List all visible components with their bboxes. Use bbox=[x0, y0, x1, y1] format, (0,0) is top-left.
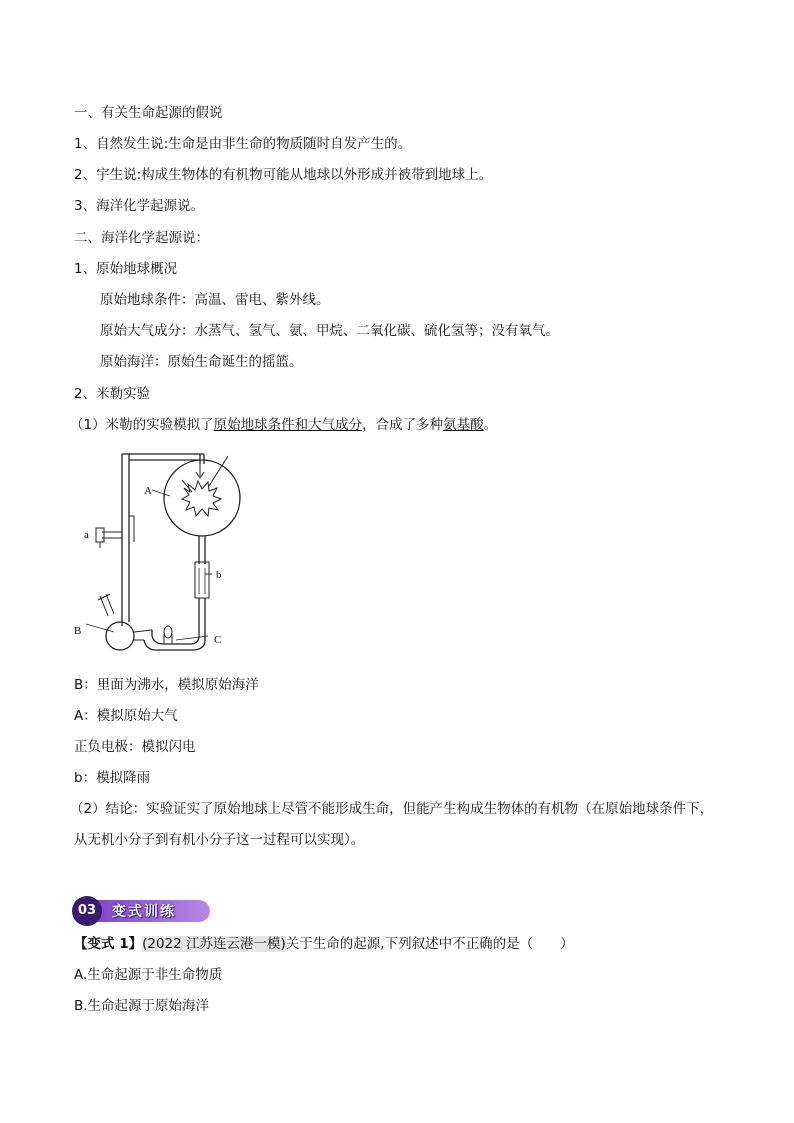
hypothesis-1: 1、自然发生说:生命是由非生命的物质随时自发产生的。 bbox=[74, 136, 412, 152]
flask-A bbox=[164, 460, 240, 536]
explain-electrodes: 正负电极：模拟闪电 bbox=[74, 739, 196, 755]
question-label: 【变式 1】 bbox=[74, 936, 143, 952]
p1-end: 。 bbox=[483, 417, 498, 433]
flask-B bbox=[106, 622, 134, 650]
label-b: b bbox=[216, 569, 222, 581]
option-b: B.生命起源于原始海洋 bbox=[74, 998, 210, 1014]
label-C: C bbox=[214, 634, 222, 646]
p1-middle: ，合成了多种 bbox=[362, 417, 444, 433]
hypothesis-3: 3、海洋化学起源说。 bbox=[74, 198, 205, 214]
question-text: 关于生命的起源,下列叙述中不正确的是（ ） bbox=[285, 936, 574, 952]
early-ocean: 原始海洋：原始生命诞生的摇篮。 bbox=[100, 354, 303, 370]
section-badge bbox=[72, 896, 212, 926]
section-2-title: 二、海洋化学起源说： bbox=[74, 230, 209, 246]
p1-prefix: （1）米勒的实验模拟了 bbox=[70, 417, 214, 433]
conclusion-line-2: 从无机小分子到有机小分子这一过程可以实现）。 bbox=[74, 832, 365, 848]
miller-paragraph-1 bbox=[70, 415, 497, 435]
explain-b: b：模拟降雨 bbox=[74, 770, 151, 786]
p1-underline-2: 氨基酸 bbox=[443, 417, 484, 433]
explain-A: A：模拟原始大气 bbox=[74, 708, 178, 724]
badge-title: 变式训练 bbox=[112, 904, 176, 920]
section-1-title: 一、有关生命起源的假说 bbox=[74, 105, 223, 121]
p1-underline-1: 原始地球条件和大气成分 bbox=[213, 417, 363, 433]
conclusion-line-1: （2）结论：实验证实了原始地球上尽管不能形成生命，但能产生构成生物体的有机物（在原始地球条件下， bbox=[70, 801, 714, 817]
label-A: A bbox=[144, 485, 152, 497]
hypothesis-2: 2、宇生说:构成生物体的有机物可能从地球以外形成并被带到地球上。 bbox=[74, 167, 493, 183]
early-atmosphere: 原始大气成分：水蒸气、氢气、氨、甲烷、二氧化碳、硫化氢等；没有氧气。 bbox=[100, 323, 559, 339]
label-B: B bbox=[74, 625, 82, 637]
explain-B: B：里面为沸水，模拟原始海洋 bbox=[74, 677, 259, 693]
early-earth-conditions: 原始地球条件：高温、雷电、紫外线。 bbox=[100, 292, 330, 308]
miller-apparatus-diagram bbox=[72, 444, 252, 666]
label-a: a bbox=[84, 529, 89, 541]
badge-number: 03 bbox=[72, 896, 102, 926]
subsection-2-title: 2、米勒实验 bbox=[74, 386, 151, 402]
subsection-1-title: 1、原始地球概况 bbox=[74, 261, 178, 277]
option-a: A.生命起源于非生命物质 bbox=[74, 967, 223, 983]
question-source: (2022 江苏连云港一模) bbox=[142, 936, 286, 952]
question-1-stem bbox=[74, 934, 574, 954]
